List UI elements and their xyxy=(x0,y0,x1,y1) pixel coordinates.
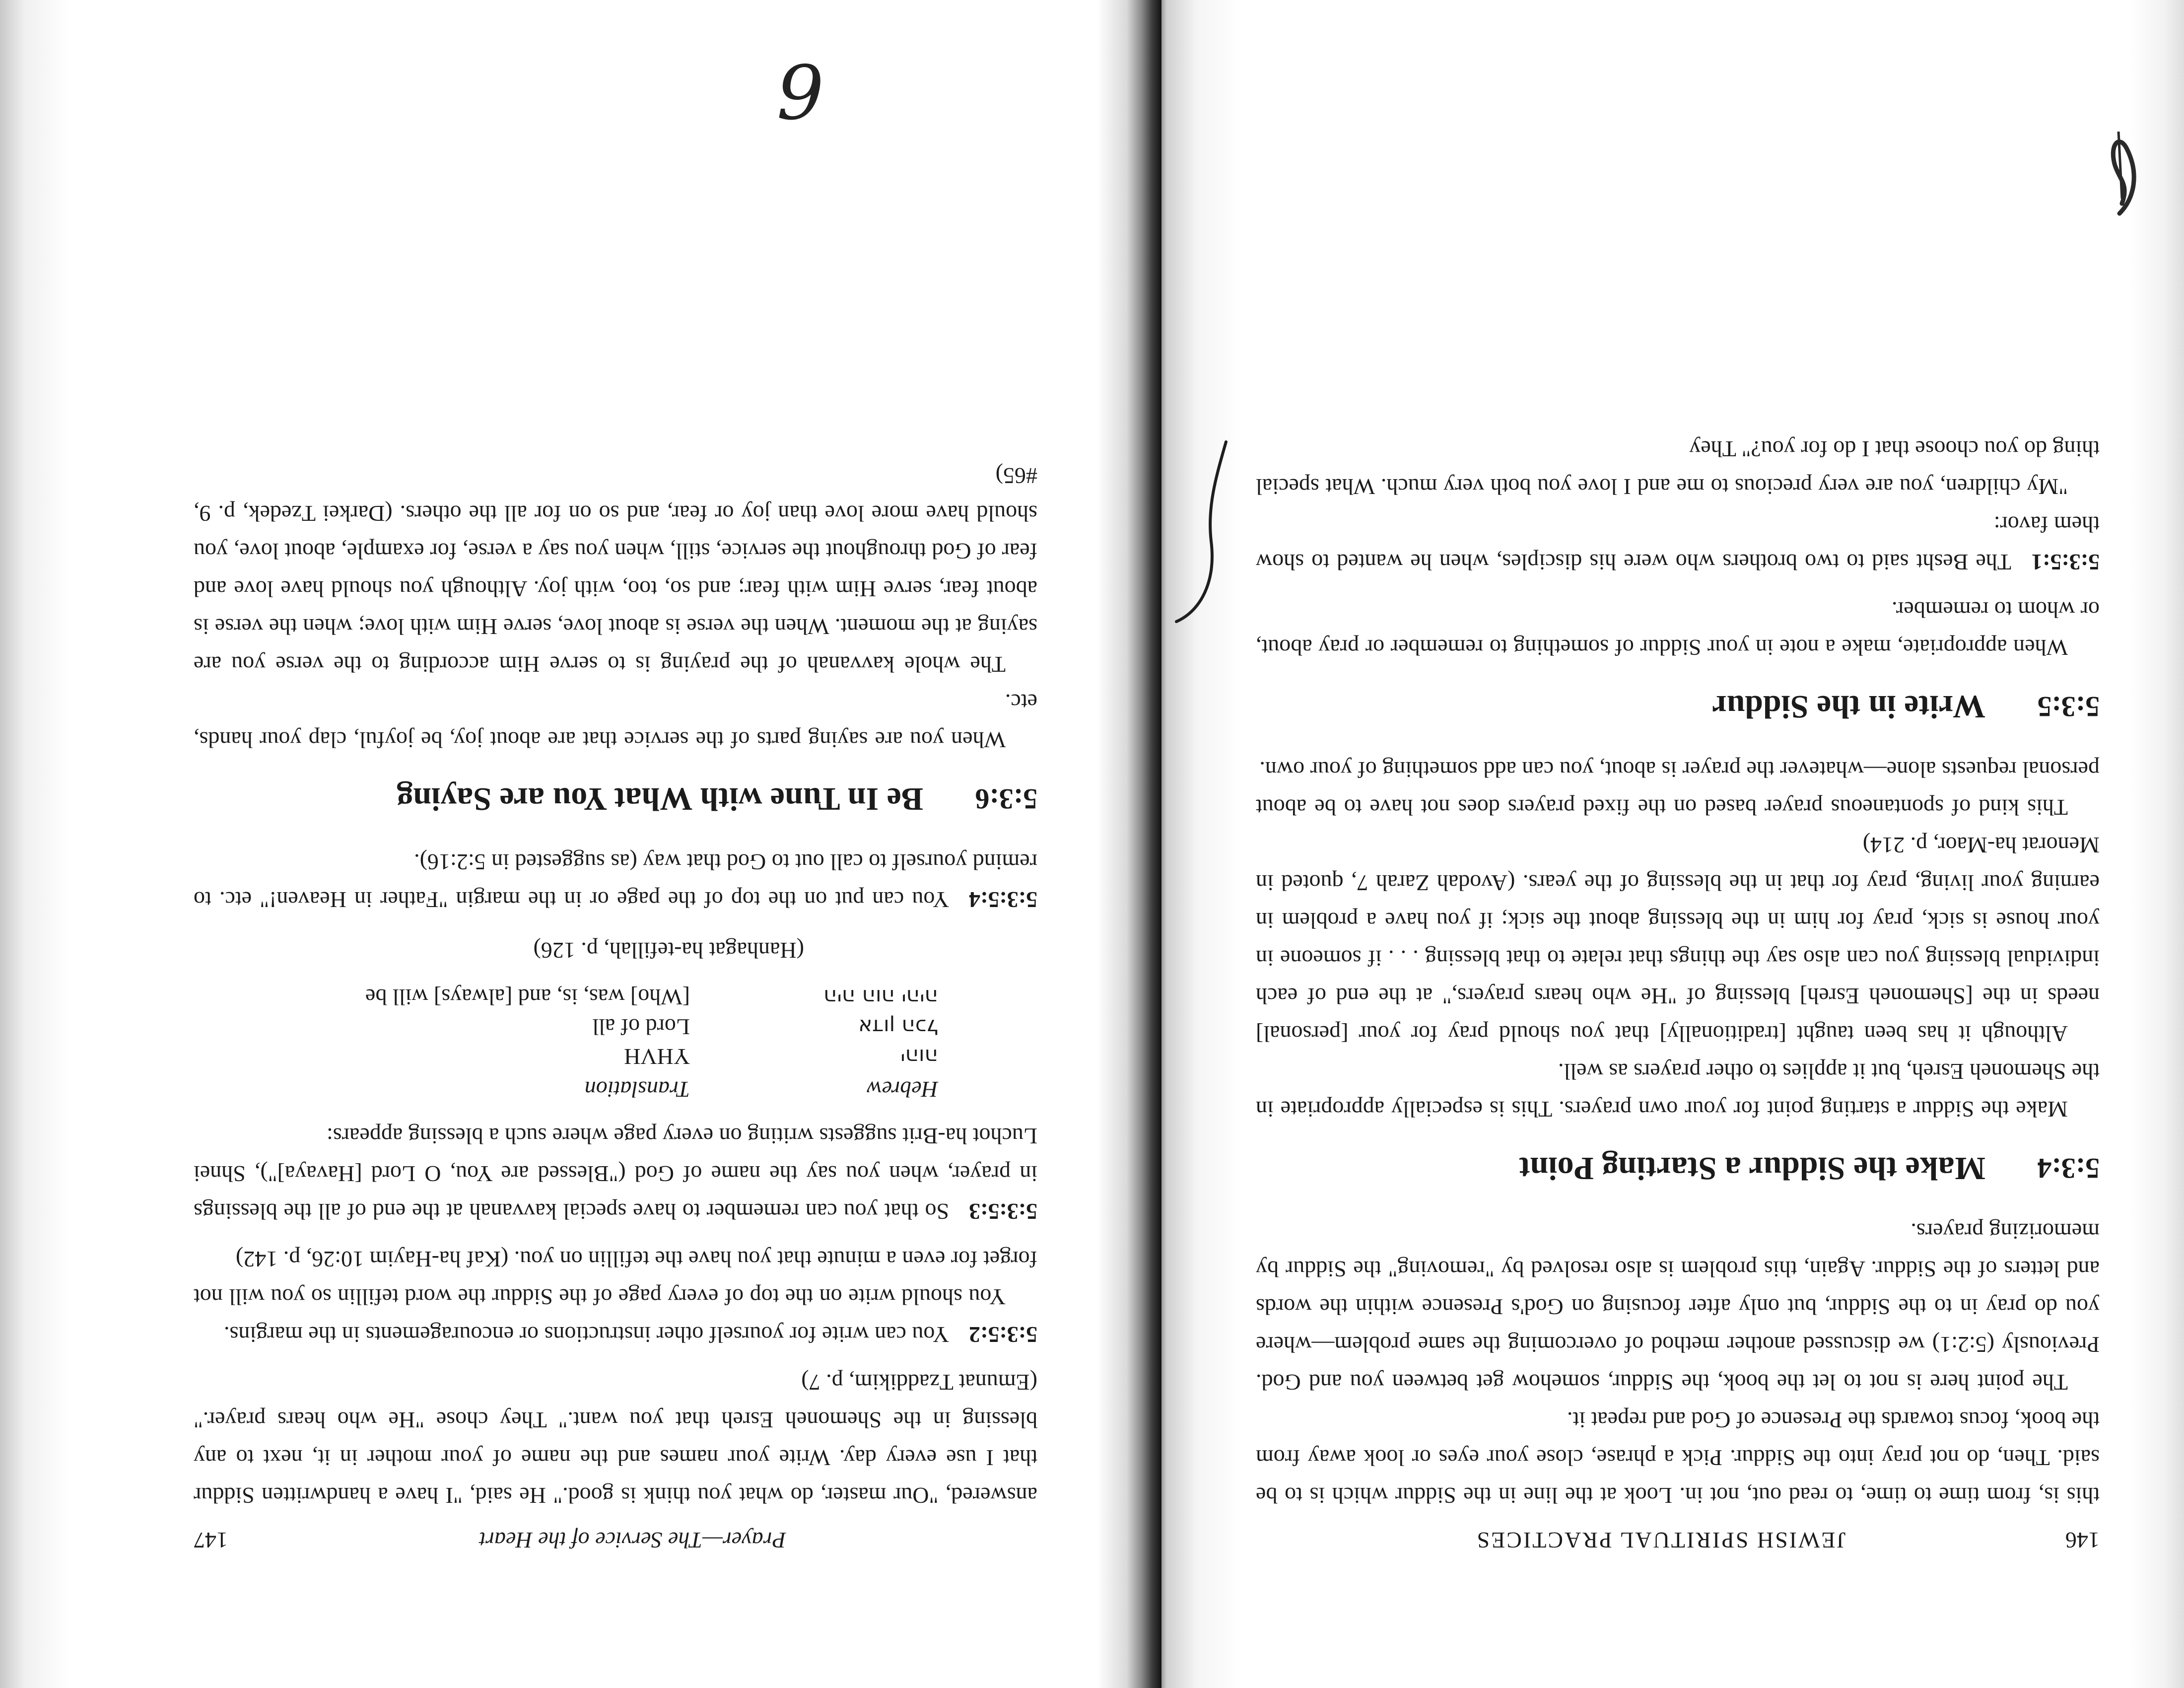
paragraph: Make the Siddur a starting point for your own prayers. This is especially appropriate in the Shemoneh Esreh, but it applies to other prayers as well. xyxy=(1256,1059,2100,1122)
left-page xyxy=(1161,0,2184,1688)
blessing-table xyxy=(293,982,938,1104)
paragraph: This kind of spontaneous prayer based on the fixed prayers does not have to be about personal requests alone—whatever the prayer is about, you can add something of your own. xyxy=(1256,757,2100,820)
hebrew-cell: היה הוה יהיה xyxy=(823,985,938,1009)
running-head-title: JEWISH SPIRITUAL PRACTICES xyxy=(1475,1528,1846,1553)
handwritten-bracket-mark xyxy=(1166,437,1231,626)
hebrew-cell: יהוה xyxy=(900,1045,938,1069)
right-page-text xyxy=(194,457,1037,1559)
entry-number: 5:3:5:4 xyxy=(969,887,1037,913)
paragraph: When you are saying parts of the service that are about joy, be joyful, clap your hands, etc. xyxy=(194,690,1037,753)
section-heading-536 xyxy=(194,778,1037,819)
running-head-title: Prayer—The Service of the Heart xyxy=(479,1528,786,1553)
entry-text: You can put on the top of the page or in the margin "Father in Heaven!" etc. to remind yourself to call out to God that way (as suggested in 5:2:16). xyxy=(194,849,1037,913)
entry-number: 5:3:5:3 xyxy=(969,1199,1037,1224)
section-number: 5:3:6 xyxy=(975,783,1037,815)
column-header: Translation xyxy=(584,1077,690,1102)
entry-number: 5:3:5:2 xyxy=(969,1322,1037,1347)
table-row xyxy=(293,982,938,1012)
entry-text: You can write for yourself other instructions or encouragements in the margins. xyxy=(223,1322,950,1347)
entry-5353 xyxy=(194,1117,1037,1230)
entry-5352 xyxy=(194,1316,1037,1353)
paragraph: Although it has been taught [traditionally] that you should pray for your [personal] needs in the [Shemoneh Esreh] blessing of "He who hears prayers," at the end of each individual blessing you can also say the things that relate to that blessing . . . if someone in your house is sick, pray for him in the blessing about the sick; if you have a problem in earning your living, pray for that in the blessing of the years. (Avodah Zarah 7, quoted in Menorat ha-Maor, p. 214) xyxy=(1256,833,2100,1047)
translation-cell: [Who] was, is, and [always] will be xyxy=(365,985,690,1010)
paragraph: When appropriate, make a note in your Siddur of something to remember or pray about, or whom to remember. xyxy=(1256,597,2100,660)
table-header-row xyxy=(293,1071,938,1104)
left-page-text xyxy=(1256,430,2100,1559)
section-heading-534 xyxy=(1256,1148,2100,1189)
entry-text: So that you can remember to have special kavvanah at the end of all the blessings in prayer, when you say the name of God ("Blessed are You, O Lord [Havaya]"), Shnei Luchot ha-Brit suggests writing on every page where such a blessing appears: xyxy=(194,1124,1037,1224)
entry-number: 5:3:5:1 xyxy=(2031,550,2100,575)
page-number: 146 xyxy=(2065,1528,2100,1553)
page-number: 147 xyxy=(194,1528,228,1553)
table-row xyxy=(293,1012,938,1042)
entry-5351 xyxy=(1256,505,2100,581)
right-running-head xyxy=(194,1514,1037,1559)
table-source: (Hanhagat ha-tefillah, p. 126) xyxy=(533,938,804,963)
section-number: 5:3:5 xyxy=(2037,691,2100,723)
margin-scribble-mark xyxy=(2095,124,2149,218)
section-heading-535 xyxy=(1256,686,2100,727)
section-number: 5:3:4 xyxy=(2037,1152,2100,1185)
hebrew-cell: אדון הכל xyxy=(858,1015,938,1039)
translation-cell: Lord of all xyxy=(592,1014,690,1040)
left-running-head xyxy=(1256,1514,2100,1559)
paragraph: You should write on the top of every page of the Siddur the word tefillin so you will not forget for even a minute that you have the tefillin on you. (Kaf ha-Hayim 10:26, p. 142) xyxy=(194,1247,1037,1310)
paragraph: The whole kavvanah of the praying is to serve Him according to the verse you are saying at the moment. When the verse is about love, serve Him with love; when the verse is about fear, serve Him with fear; and so, too, with joy. Although you should have love and fear of God throughout the service, still, when you say a verse, for example, about love, you should have more love than joy or fear, and so on for all the others. (Darkei Tzedek, p. 9, #65) xyxy=(194,463,1037,677)
column-header: Hebrew xyxy=(867,1077,938,1102)
section-title: Make the Siddur a Starting Point xyxy=(1519,1150,1985,1187)
paragraph: The point here is not to let the book, the Siddur, somehow get between you and God. Previously (5:2:1) we discussed another method of overcoming the same problem—where you do pray in to the Siddur, but only after focusing on God's Presence within the words and letters of the Siddur. Again, this problem is also resolved by "removing" the Siddur by memorizing prayers. xyxy=(1256,1219,2100,1395)
translation-cell: YHVH xyxy=(624,1044,690,1069)
entry-5354 xyxy=(194,843,1037,918)
table-row xyxy=(293,1042,938,1071)
continuation-paragraph: answered, "Our master, do what you think is good." He said, "I have a handwritten Siddur that I use every day. Write your names and the name of your mother in it, next to any blessing in the Shemoneh Esreh that you want." They chose "He who hears prayer." (Emunat Tzaddikim, p. 7) xyxy=(194,1370,1037,1508)
section-title: Write in the Siddur xyxy=(1712,689,1985,725)
section-title: Be In Tune with What You are Saying xyxy=(397,781,923,817)
entry-text: The Besht said to two brothers who were his disciples, when he wanted to show them favor: xyxy=(1256,512,2100,575)
quote-paragraph: "My children, you are very precious to me and I love you both very much. What special thing do you choose that I do for you?" They xyxy=(1256,436,2100,499)
intro-paragraph: this is, from time to time, to read out, not in. Look at the line in the Siddur which is to be said. Then, do not pray into the Siddur. Pick a phrase, close your eyes or look away from the book, focus towards the Presence of God and repeat it. xyxy=(1256,1407,2100,1508)
handwritten-note-text: 6 xyxy=(776,47,824,133)
